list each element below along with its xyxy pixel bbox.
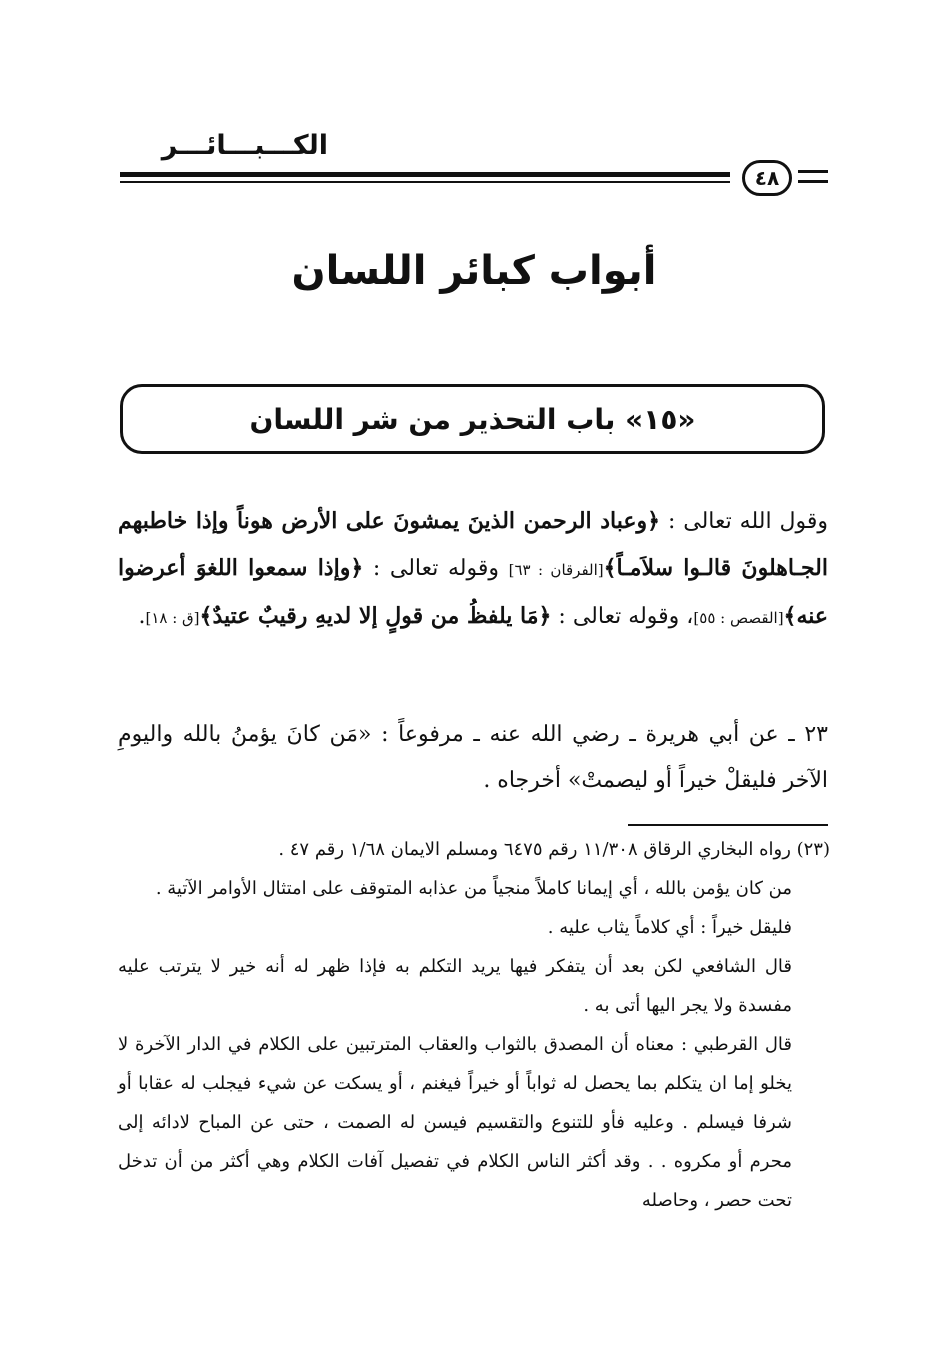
- citation-qasas: [القصص : ٥٥]: [693, 609, 784, 627]
- footnote-text: قال القرطبي : معناه أن المصدق بالثواب والعقاب المترتبين على الكلام في الدار الآخرة لا يخلو إما ان يتكلم بما يحصل له ثواباً أو خيراً فيغنم ، أو يسكت عن شيء فيجلب له عقابا أو شرفا فيسلم . وعليه فأو للتنوع والتقسيم فيسن له الصمت ، حتى عن المباح لادائه إلى محرم أو مكروه . . وقد أكثر الناس الكلام في تفصيل آفات الكلام وهي أكثر من أن تدخل تحت حصر ، وحاصله: [118, 1034, 792, 1211]
- footnote-text: من كان يؤمن بالله ، أي إيمانا كاملاً منجياً من عذابه المتوقف على امتثال الأوامر الآتية .: [155, 878, 792, 899]
- citation-furqan: [الفرقان : ٦٣]: [508, 561, 604, 579]
- quran-verse-qasas: ﴿وإذا سمعوا اللغوَ أعرضوا عنه﴾: [118, 555, 828, 629]
- hadith-paragraph: ٢٣ ـ عن أبي هريرة ـ رضي الله عنه ـ مرفوعاً : «مَن كانَ يؤمنُ بالله واليومِ الآخر فليقلْ خيراً أو ليصمتْ» أخرجاه .: [118, 722, 828, 793]
- quran-verse-qaf: ﴿مَا يلفظُ من قولٍ إلا لديهِ رقيبٌ عتيدٌ﴾: [199, 603, 552, 629]
- section-heading: «١٥» باب التحذير من شر اللسان: [120, 384, 825, 454]
- header-dash: [798, 180, 828, 183]
- footnotes: [118, 830, 830, 1220]
- verses-end: .: [138, 604, 146, 629]
- verses-intro: وقول الله تعالى :: [667, 509, 828, 534]
- verses-paragraph: [118, 498, 828, 641]
- running-title: الكـــبـــائـــر: [161, 130, 328, 161]
- header-rule-thin: [120, 181, 730, 183]
- verses-connector-2: ، وقوله تعالى :: [558, 604, 694, 629]
- footnote-text: فليقل خيراً : أي كلاماً يثاب عليه .: [547, 917, 792, 938]
- verses-connector: وقوله تعالى :: [372, 556, 499, 581]
- page-number: ٤٨: [742, 160, 792, 196]
- chapter-title: أبواب كبائر اللسان: [291, 248, 657, 294]
- header-rule: [120, 172, 730, 177]
- quran-verse-furqan: ﴿وعباد الرحمن الذينَ يمشونَ على الأرض هوناً وإذا خاطبهم الجـاهلونَ قالـوا سلاَمـاً﴾: [118, 508, 828, 581]
- footnote-text: قال الشافعي لكن بعد أن يتفكر فيها يريد التكلم به فإذا ظهر له أنه خير لا يترتب عليه مفسدة ولا يجر اليها أتى به .: [118, 956, 792, 1016]
- footnote-separator: [628, 824, 828, 826]
- footnote-reference: (٢٣) رواه البخاري الرقاق ١١/٣٠٨ رقم ٦٤٧٥ ومسلم الايمان ١/٦٨ رقم ٤٧ .: [278, 839, 830, 860]
- citation-qaf: [ق : ١٨]: [145, 609, 200, 627]
- header-dash: [798, 170, 828, 173]
